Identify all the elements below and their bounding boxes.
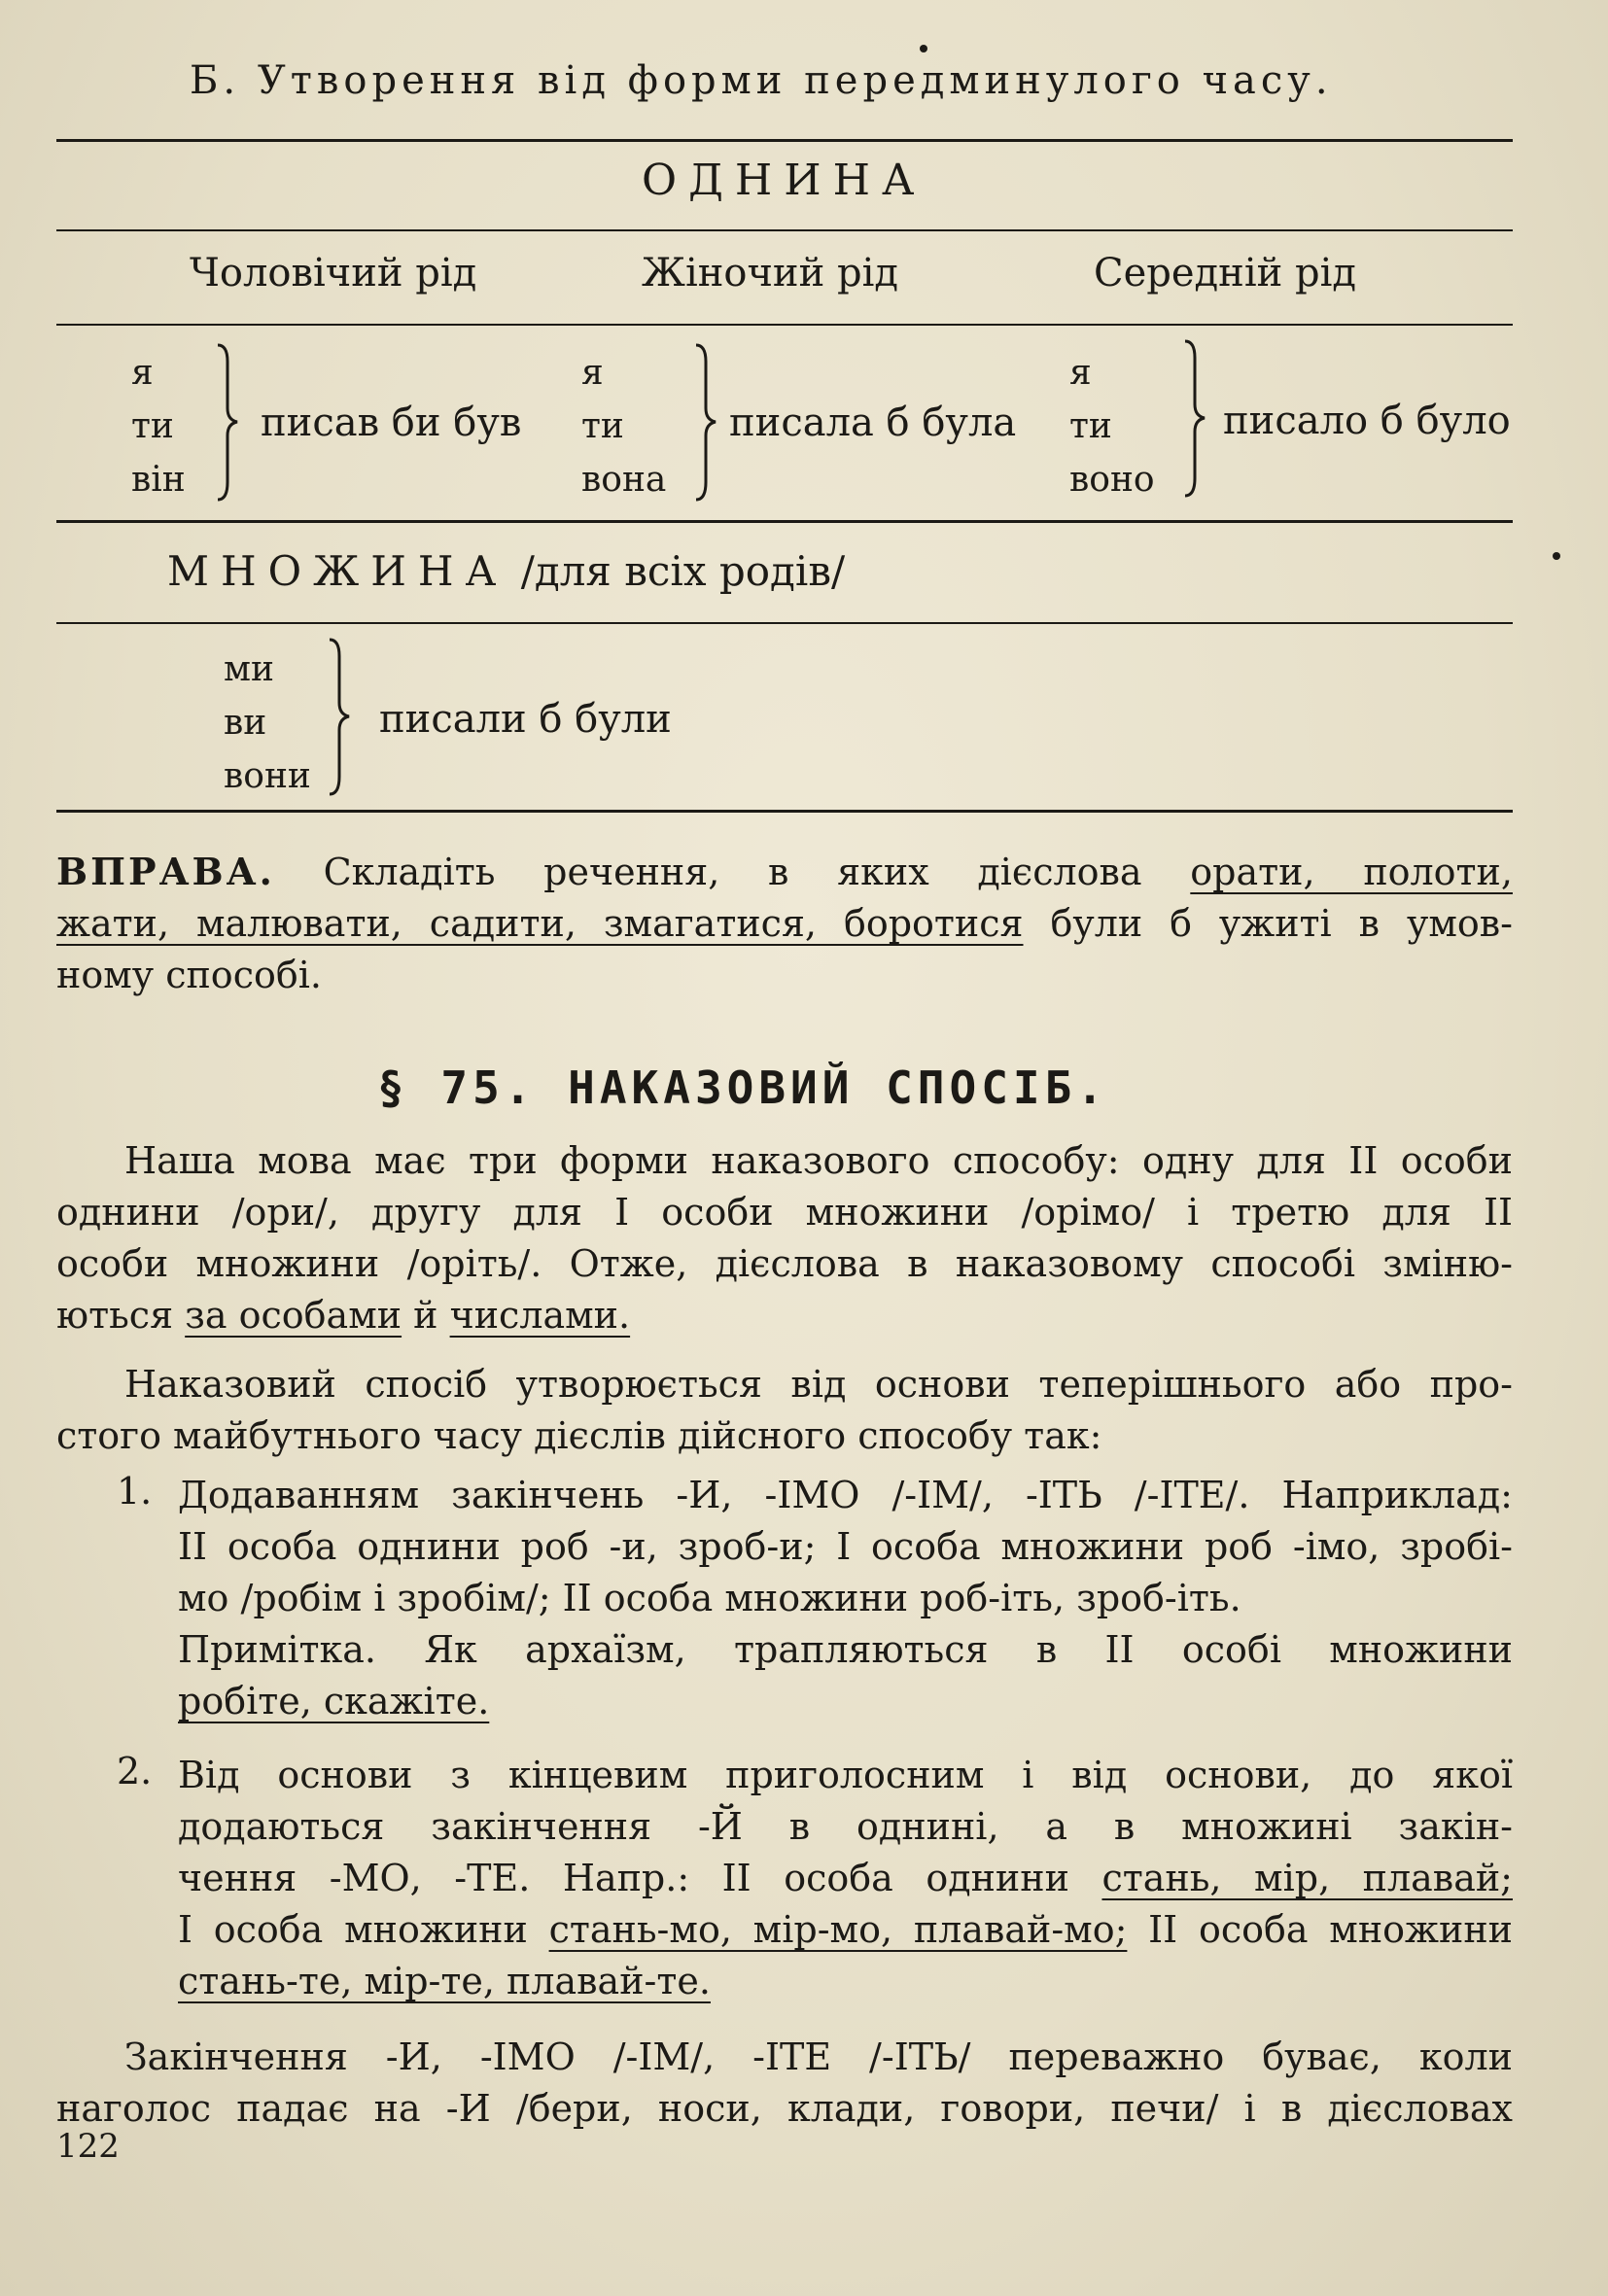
- underlined-text: стань-мо, мір-мо, плавай-мо;: [548, 1908, 1128, 1951]
- conditional-form: писала б була: [729, 400, 1017, 445]
- table-rule: [56, 324, 1513, 326]
- exercise-line: ному способі.: [56, 954, 322, 996]
- list-number: 2.: [117, 1750, 153, 1792]
- table-rule: [56, 520, 1513, 523]
- underlined-text: стань-те, мір-те, плавай-те.: [178, 1960, 711, 2002]
- text-line: особи множини /оріть/. Отже, дієслова в наказовому способі зміню-: [56, 1242, 1513, 1285]
- brace-icon: [1181, 338, 1210, 499]
- brace-icon: [214, 342, 243, 503]
- text-line: мо /робім і зробім/; II особа множини роб-іть, зроб-іть.: [178, 1577, 1241, 1619]
- subheading-b: Б. Утворення від форми передминулого часу.: [190, 58, 1333, 103]
- underlined-verbs: жати, малювати, садити, змагатися, боротися: [56, 902, 1024, 945]
- pronoun: вона: [581, 460, 667, 500]
- exercise-label: ВПРАВА.: [56, 850, 275, 893]
- gender-feminine: Жіночий рід: [642, 251, 898, 296]
- text-line: Додаванням закінчень -И, -IМО /-IМ/, -IТЬ /-IТЕ/. Наприклад:: [178, 1474, 1513, 1516]
- pronoun: ти: [1069, 406, 1112, 446]
- text-line: наголос падає на -И /бери, носи, клади, говори, печи/ і в дієсловах: [56, 2087, 1513, 2130]
- text-line: Від основи з кінцевим приголосним і від основи, до якої: [178, 1754, 1513, 1796]
- text-line: однини /ори/, другу для I особи множини /орімо/ і третю для II: [56, 1191, 1513, 1234]
- table-rule-top: [56, 139, 1513, 142]
- pronoun: воно: [1069, 460, 1155, 500]
- text-line: II особа однини роб -и, зроб-и; I особа множини роб -імо, зробі-: [178, 1525, 1513, 1568]
- text: були б ужиті в умов-: [1050, 902, 1513, 945]
- table-rule: [56, 229, 1513, 231]
- pronoun: ви: [224, 703, 267, 743]
- note-line: Примітка. Як архаїзм, трапляються в II особі множини: [178, 1628, 1513, 1671]
- underlined-verbs: орати, полоти,: [1190, 851, 1513, 893]
- ink-speck: [1553, 552, 1560, 560]
- list-item: [178, 1750, 1513, 2007]
- text-line: стого майбутнього часу дієслів дійсного способу так:: [56, 1414, 1102, 1457]
- text: I особа множини: [178, 1908, 528, 1951]
- pronoun: ти: [581, 406, 624, 446]
- table-rule: [56, 622, 1513, 624]
- pronoun: ти: [131, 406, 174, 446]
- conditional-form: писав би був: [261, 400, 522, 445]
- text: чення -МО, -ТЕ. Напр.: II особа однини: [178, 1857, 1069, 1899]
- conditional-form: писали б були: [379, 697, 672, 742]
- underlined-text: стань, мір, плавай;: [1101, 1857, 1513, 1899]
- underlined-text: робіте, скажіте.: [178, 1680, 490, 1722]
- section-title: § 75. НАКАЗОВИЙ СПОСІБ.: [377, 1061, 1108, 1114]
- gender-neuter: Середній рід: [1094, 251, 1357, 296]
- singular-label: ОДНИНА: [642, 156, 926, 205]
- text: Складіть речення, в яких дієслова: [323, 851, 1142, 893]
- text: II особа множини: [1148, 1908, 1513, 1951]
- exercise-line: [56, 846, 1513, 898]
- paragraph: [56, 1135, 1513, 1341]
- list-number: 1.: [117, 1470, 153, 1513]
- underlined-text: за особами: [185, 1294, 402, 1337]
- paragraph: [56, 1359, 1513, 1462]
- underlined-text: числами.: [449, 1294, 631, 1337]
- pronoun: я: [131, 353, 154, 393]
- page-number: 122: [56, 2127, 120, 2166]
- plural-note: /для всіх родів/: [520, 547, 846, 595]
- pronoun: я: [1069, 353, 1092, 393]
- exercise-paragraph: [56, 846, 1513, 1001]
- plural-heading: [167, 547, 845, 595]
- pronoun: я: [581, 353, 604, 393]
- list-item: [178, 1470, 1513, 1727]
- pronoun: він: [131, 460, 186, 500]
- gender-masculine: Чоловічий рід: [190, 251, 477, 296]
- pronoun: ми: [224, 649, 274, 689]
- text-line: Наказовий спосіб утворюється від основи теперішнього або про-: [124, 1363, 1513, 1406]
- pronoun: вони: [224, 756, 311, 796]
- exercise-line: [56, 898, 1513, 950]
- conditional-form: писало б було: [1223, 399, 1511, 443]
- text: й: [413, 1294, 438, 1337]
- brace-icon: [326, 637, 355, 797]
- text-line: Наша мова має три форми наказового способу: одну для II особи: [124, 1139, 1513, 1182]
- text-line: додаються закінчення -Й в однині, а в множині закін-: [178, 1805, 1513, 1848]
- plural-label: МНОЖИНА: [167, 547, 508, 595]
- paragraph: [56, 2032, 1513, 2135]
- brace-icon: [692, 342, 721, 503]
- table-rule-bottom: [56, 810, 1513, 813]
- ink-speck: [920, 45, 927, 52]
- text: ються: [56, 1294, 174, 1337]
- text-line: Закінчення -И, -IМО /-IМ/, -IТЕ /-IТЬ/ переважно буває, коли: [124, 2035, 1513, 2078]
